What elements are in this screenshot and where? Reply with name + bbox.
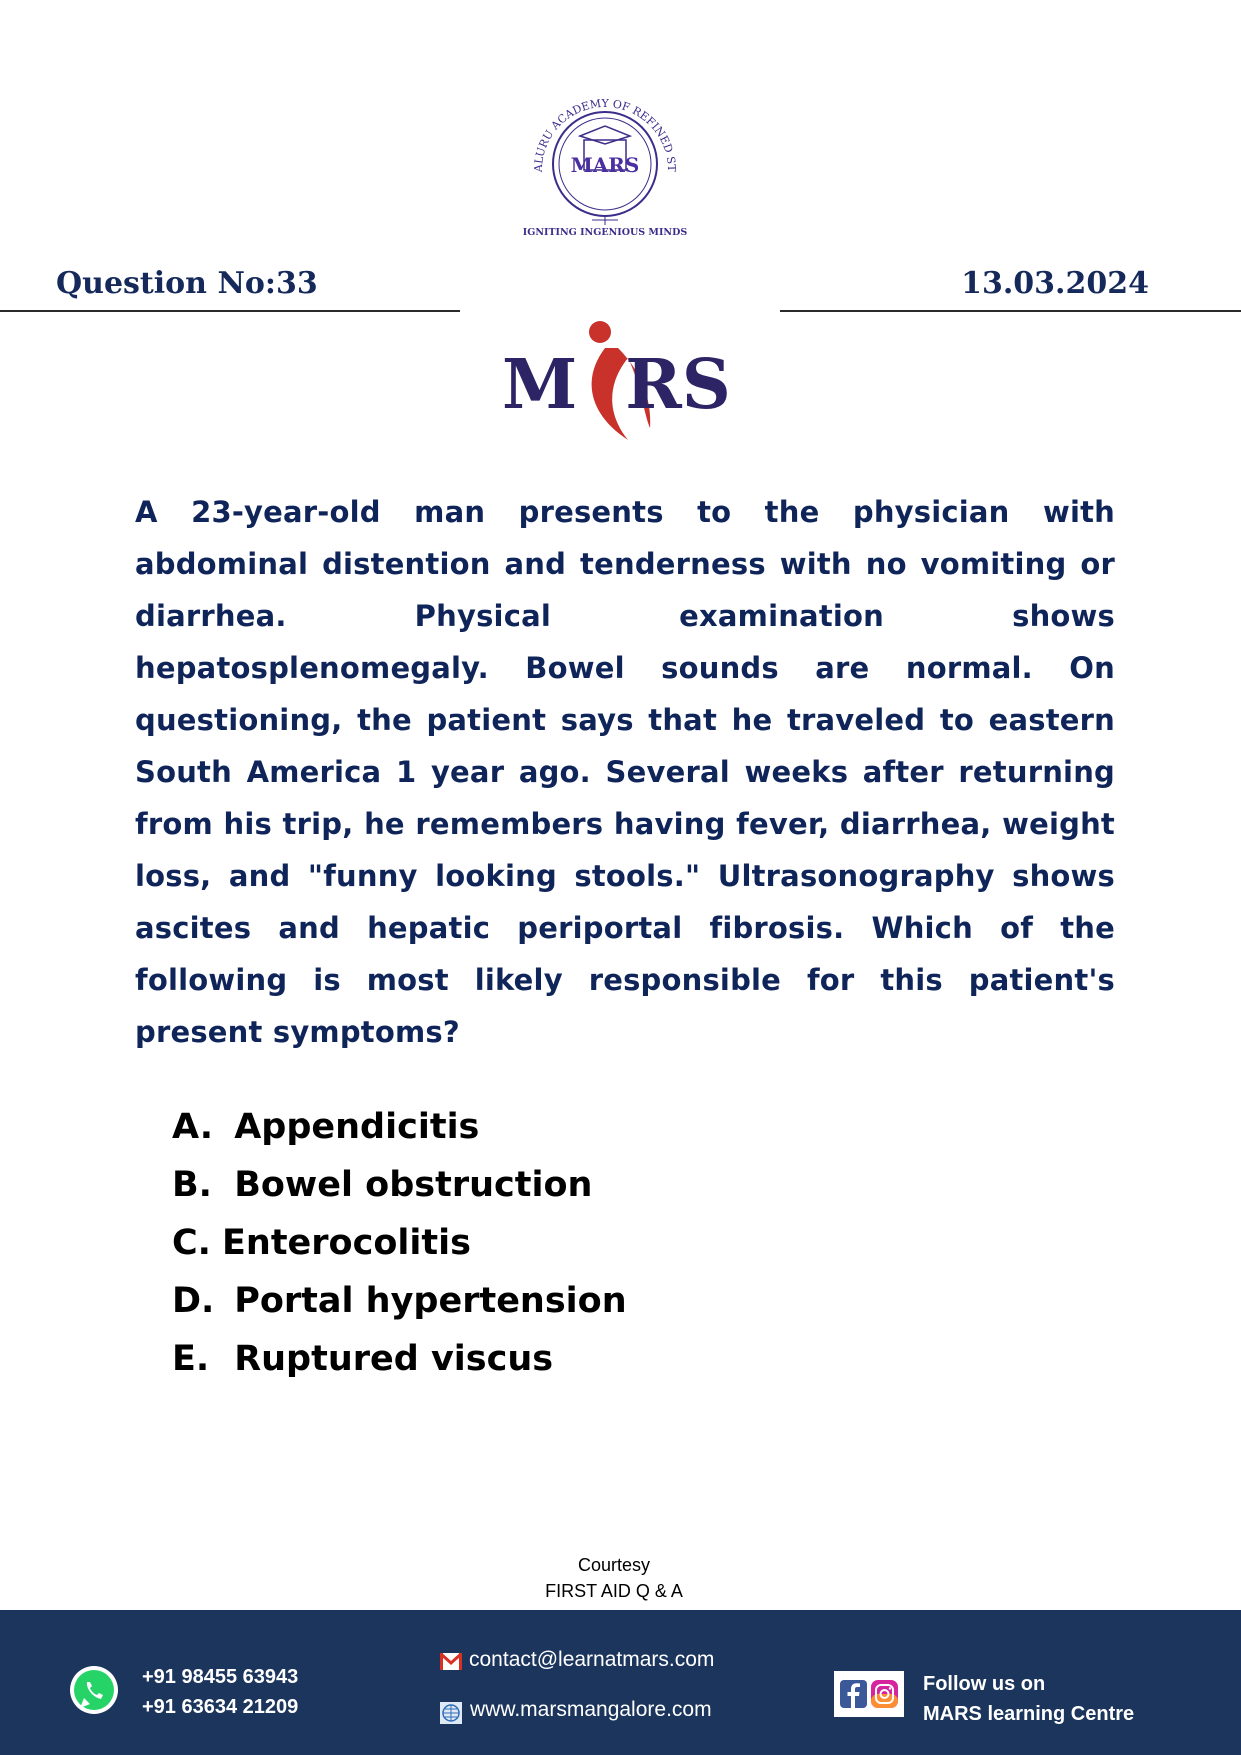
seal-arc-text: ALURU ACADEMY OF REFINED ST (531, 96, 679, 173)
phone-1[interactable]: +91 98455 63943 (142, 1666, 299, 1688)
phone-2[interactable]: +91 63634 21209 (142, 1696, 299, 1718)
option-text: Enterocolitis (222, 1223, 471, 1263)
answer-options (172, 1098, 627, 1388)
question-text: A 23-year-old man presents to the physician with abdominal distention and tenderness with no vomiting or diarrhea. Physical examination shows hepatosplenomegaly. Bowel sounds are normal. On questioning, the patient says that he traveled to eastern South America 1 year ago. Several weeks after returning from his trip, he remembers having fever, diarrhea, weight loss, and "funny looking stools." Ultrasonography shows ascites and hepatic periportal fibrosis. Which of the following is most likely responsible for this patient's present symptoms? (135, 495, 1115, 1049)
mail-icon (440, 1653, 462, 1670)
follow-label: Follow us on (923, 1673, 1046, 1695)
question-number: Question No:33 (56, 266, 318, 301)
globe-icon (440, 1702, 462, 1724)
tagline: IGNITING INGENIOUS MINDS (522, 227, 688, 238)
option-letter: D. (172, 1281, 215, 1321)
option-text: Ruptured viscus (234, 1339, 554, 1379)
question-header (0, 262, 1241, 312)
mars-logo-text-tail: RS (625, 345, 731, 425)
option-letter: A. (172, 1107, 214, 1147)
option-text: Bowel obstruction (234, 1165, 593, 1205)
website-link[interactable]: www.marsmangalore.com (470, 1698, 712, 1721)
option-letter: B. (172, 1165, 212, 1205)
academy-seal-logo (520, 92, 690, 247)
option-d[interactable] (172, 1272, 627, 1330)
phone-numbers (142, 1662, 298, 1722)
option-letter: E. (172, 1339, 210, 1379)
option-e[interactable] (172, 1330, 627, 1388)
option-c[interactable] (172, 1214, 627, 1272)
email-link[interactable]: contact@learnatmars.com (469, 1648, 715, 1671)
svg-text:M: M (502, 345, 578, 425)
option-b[interactable] (172, 1156, 627, 1214)
social-icons (834, 1671, 904, 1717)
courtesy-label: Courtesy (577, 1555, 651, 1575)
option-text: Appendicitis (234, 1107, 480, 1147)
courtesy-source: FIRST AID Q & A (545, 1581, 683, 1601)
follow-account[interactable]: MARS learning Centre (923, 1703, 1135, 1725)
option-text: Portal hypertension (234, 1281, 627, 1321)
divider-gap (460, 309, 780, 313)
courtesy-note (0, 1552, 1228, 1604)
mars-logo (500, 318, 770, 443)
option-a[interactable] (172, 1098, 627, 1156)
follow-us (923, 1669, 1134, 1729)
question-date: 13.03.2024 (961, 266, 1149, 301)
whatsapp-icon[interactable] (68, 1664, 120, 1716)
option-letter: C. (172, 1223, 211, 1263)
footer (0, 1610, 1241, 1755)
seal-logo-text: MARS (570, 153, 640, 177)
